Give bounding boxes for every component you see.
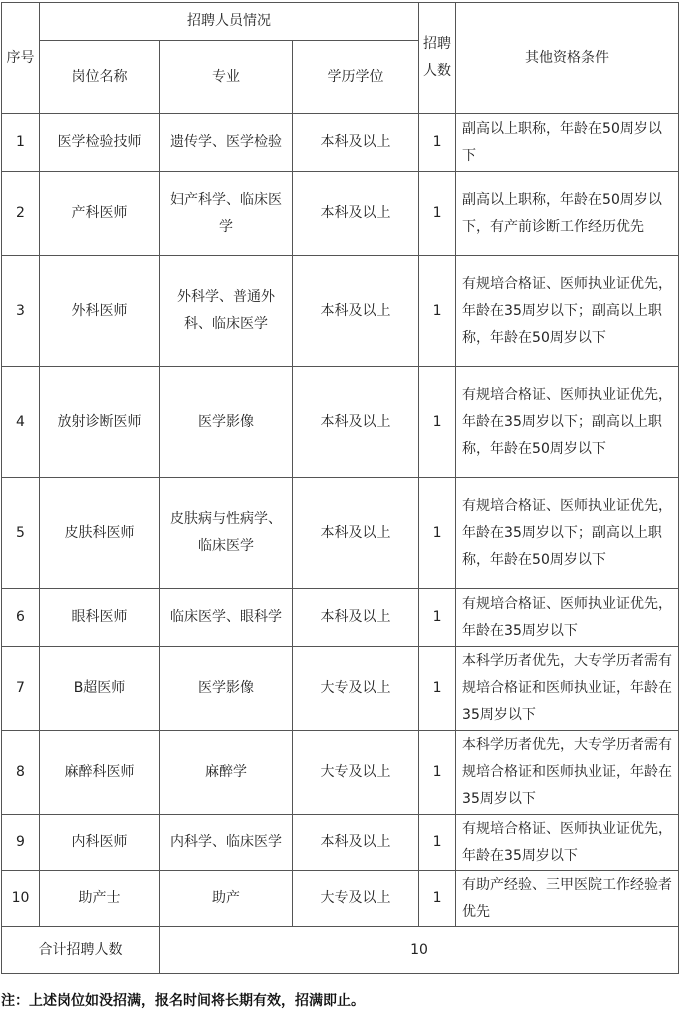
cell-count: 1 <box>419 871 456 927</box>
header-conditions: 其他资格条件 <box>456 3 679 114</box>
header-row-1 <box>2 3 679 41</box>
header-count: 招聘人数 <box>419 3 456 114</box>
header-seq: 序号 <box>2 3 40 114</box>
cell-degree: 本科及以上 <box>293 815 419 871</box>
cell-degree: 本科及以上 <box>293 589 419 647</box>
cell-degree: 本科及以上 <box>293 172 419 256</box>
table-row <box>2 731 679 815</box>
cell-post: 外科医师 <box>40 256 160 367</box>
table-row <box>2 478 679 589</box>
cell-conditions: 本科学历者优先，大专学历者需有规培合格证和医师执业证，年龄在35周岁以下 <box>456 731 679 815</box>
cell-count: 1 <box>419 589 456 647</box>
cell-seq: 8 <box>2 731 40 815</box>
cell-post: 内科医师 <box>40 815 160 871</box>
header-group: 招聘人员情况 <box>40 3 419 41</box>
cell-major: 遗传学、医学检验 <box>160 114 293 172</box>
header-degree: 学历学位 <box>293 41 419 114</box>
cell-post: 麻醉科医师 <box>40 731 160 815</box>
cell-major: 麻醉学 <box>160 731 293 815</box>
cell-degree: 本科及以上 <box>293 256 419 367</box>
total-label: 合计招聘人数 <box>2 927 160 974</box>
cell-major: 皮肤病与性病学、临床医学 <box>160 478 293 589</box>
cell-post: 产科医师 <box>40 172 160 256</box>
cell-count: 1 <box>419 478 456 589</box>
cell-count: 1 <box>419 172 456 256</box>
cell-seq: 9 <box>2 815 40 871</box>
cell-degree: 大专及以上 <box>293 871 419 927</box>
cell-degree: 大专及以上 <box>293 647 419 731</box>
cell-post: 放射诊断医师 <box>40 367 160 478</box>
table-row <box>2 367 679 478</box>
cell-major: 医学影像 <box>160 647 293 731</box>
cell-post: 眼科医师 <box>40 589 160 647</box>
cell-major: 妇产科学、临床医学 <box>160 172 293 256</box>
table-row <box>2 589 679 647</box>
header-post: 岗位名称 <box>40 41 160 114</box>
total-value: 10 <box>160 927 679 974</box>
cell-degree: 本科及以上 <box>293 367 419 478</box>
cell-conditions: 副高以上职称，年龄在50周岁以下，有产前诊断工作经历优先 <box>456 172 679 256</box>
table-row <box>2 256 679 367</box>
recruitment-table <box>1 2 679 974</box>
cell-major: 临床医学、眼科学 <box>160 589 293 647</box>
cell-post: 医学检验技师 <box>40 114 160 172</box>
table-row <box>2 172 679 256</box>
cell-degree: 本科及以上 <box>293 114 419 172</box>
cell-count: 1 <box>419 367 456 478</box>
cell-major: 外科学、普通外科、临床医学 <box>160 256 293 367</box>
table-row <box>2 871 679 927</box>
cell-seq: 5 <box>2 478 40 589</box>
cell-post: 助产士 <box>40 871 160 927</box>
cell-major: 内科学、临床医学 <box>160 815 293 871</box>
cell-post: B超医师 <box>40 647 160 731</box>
cell-conditions: 有规培合格证、医师执业证优先，年龄在35周岁以下；副高以上职称，年龄在50周岁以下 <box>456 367 679 478</box>
table-row <box>2 815 679 871</box>
cell-seq: 6 <box>2 589 40 647</box>
cell-count: 1 <box>419 114 456 172</box>
cell-degree: 本科及以上 <box>293 478 419 589</box>
table-row <box>2 114 679 172</box>
footer-note: 注：上述岗位如没招满，报名时间将长期有效，招满即止。 <box>1 993 365 1009</box>
header-major: 专业 <box>160 41 293 114</box>
cell-count: 1 <box>419 647 456 731</box>
cell-conditions: 本科学历者优先，大专学历者需有规培合格证和医师执业证，年龄在35周岁以下 <box>456 647 679 731</box>
cell-degree: 大专及以上 <box>293 731 419 815</box>
cell-major: 助产 <box>160 871 293 927</box>
cell-seq: 2 <box>2 172 40 256</box>
cell-seq: 4 <box>2 367 40 478</box>
cell-count: 1 <box>419 256 456 367</box>
cell-conditions: 有规培合格证、医师执业证优先，年龄在35周岁以下 <box>456 815 679 871</box>
cell-post: 皮肤科医师 <box>40 478 160 589</box>
table-row <box>2 647 679 731</box>
cell-conditions: 副高以上职称，年龄在50周岁以下 <box>456 114 679 172</box>
total-row <box>2 927 679 974</box>
cell-seq: 1 <box>2 114 40 172</box>
cell-count: 1 <box>419 731 456 815</box>
cell-count: 1 <box>419 815 456 871</box>
cell-major: 医学影像 <box>160 367 293 478</box>
cell-conditions: 有助产经验、三甲医院工作经验者优先 <box>456 871 679 927</box>
cell-seq: 3 <box>2 256 40 367</box>
cell-conditions: 有规培合格证、医师执业证优先，年龄在35周岁以下 <box>456 589 679 647</box>
cell-conditions: 有规培合格证、医师执业证优先，年龄在35周岁以下；副高以上职称，年龄在50周岁以下 <box>456 478 679 589</box>
cell-seq: 10 <box>2 871 40 927</box>
cell-seq: 7 <box>2 647 40 731</box>
cell-conditions: 有规培合格证、医师执业证优先，年龄在35周岁以下；副高以上职称，年龄在50周岁以下 <box>456 256 679 367</box>
